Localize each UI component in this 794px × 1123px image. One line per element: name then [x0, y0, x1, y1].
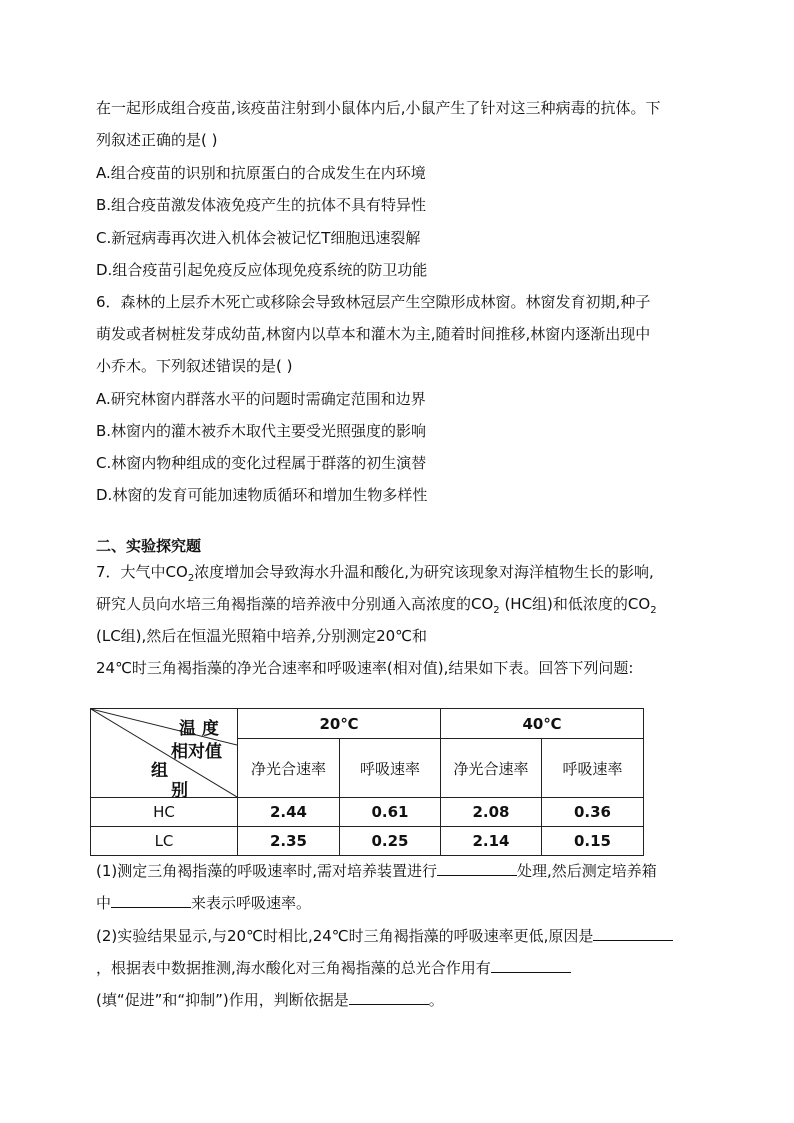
header-respiration-1: 呼吸速率 — [340, 739, 441, 798]
q7-part1-text-d: 来表示呼吸速率。 — [191, 894, 312, 912]
cell-value: 2.35 — [238, 827, 340, 856]
q5-option-b: B.组合疫苗激发体液免疫产生的抗体不具有特异性 — [96, 196, 427, 214]
cell-value: 0.15 — [542, 827, 644, 856]
cell-value: 0.61 — [340, 798, 441, 827]
corner-label-group-2: 别 — [171, 781, 188, 801]
q6-option-d: D.林窗的发育可能加速物质循环和增加生物多样性 — [96, 486, 428, 504]
table-corner-header — [91, 709, 238, 801]
q7-l2-part-a: 研究人员向水培三角褐指藻的培养液中分别通入高浓度的CO — [96, 595, 494, 613]
q7-l2-subscript-2: 2 — [650, 605, 657, 616]
cell-value: 2.08 — [441, 798, 542, 827]
table-row — [91, 798, 644, 827]
q6-stem-line2: 萌发或者树桩发芽成幼苗,林窗内以草本和灌木为主,随着时间推移,林窗内逐渐出现中 — [96, 325, 651, 343]
answer-blank-5[interactable] — [349, 990, 429, 1005]
q7-part1-line1 — [96, 861, 657, 881]
cell-value: 2.44 — [238, 798, 340, 827]
q7-part1-text-b: 处理,然后测定培养箱 — [517, 862, 657, 880]
results-table — [90, 708, 644, 856]
q7-part1-text-a: (1)测定三角褐指藻的呼吸速率时,需对培养装置进行 — [96, 862, 438, 880]
corner-label-temperature: 温 度 — [179, 719, 219, 739]
header-net-photosynthesis-2: 净光合速率 — [441, 739, 542, 798]
q6-option-b: B.林窗内的灌木被乔木取代主要受光照强度的影响 — [96, 422, 427, 440]
q7-l2-part-b: (HC组)和低浓度的CO — [499, 595, 651, 613]
section-title: 二、实验探究题 — [96, 537, 202, 555]
cell-value: 0.25 — [340, 827, 441, 856]
answer-blank-4[interactable] — [491, 958, 571, 973]
q7-part2-text-c: (填“促进”和“抑制”)作用，判断依据是 — [96, 991, 349, 1009]
q7-part1-text-c: 中 — [96, 894, 112, 912]
q6-stem-line1: 6．森林的上层乔木死亡或移除会导致林冠层产生空隙形成林窗。林窗发育初期,种子 — [96, 293, 651, 311]
corner-label-relative-value: 相对值 — [171, 742, 222, 762]
q6-option-a: A.研究林窗内群落水平的问题时需确定范围和边界 — [96, 390, 426, 408]
header-temp-40: 40℃ — [441, 709, 644, 739]
row-group-hc: HC — [91, 798, 238, 827]
q7-l2-subscript-1: 2 — [493, 605, 500, 616]
answer-blank-2[interactable] — [111, 893, 191, 908]
q7-l1-part-a: 7．大气中CO — [96, 563, 188, 581]
header-respiration-2: 呼吸速率 — [542, 739, 644, 798]
table-row — [91, 827, 644, 856]
answer-blank-3[interactable] — [593, 926, 673, 941]
q5-option-a: A.组合疫苗的识别和抗原蛋白的合成发生在内环境 — [96, 164, 426, 182]
q7-part2-line3 — [96, 990, 444, 1010]
q7-stem-line2 — [96, 594, 657, 621]
header-net-photosynthesis-1: 净光合速率 — [238, 739, 340, 798]
q7-part2-text-b: ，根据表中数据推测,海水酸化对三角褐指藻的总光合作用有 — [96, 959, 491, 977]
q5-stem-line1: 在一起形成组合疫苗,该疫苗注射到小鼠体内后,小鼠产生了针对这三种病毒的抗体。下 — [96, 99, 661, 117]
q7-part2-line1 — [96, 926, 673, 946]
q5-option-d: D.组合疫苗引起免疫反应体现免疫系统的防卫功能 — [96, 261, 428, 279]
q6-stem-line3: 小乔木。下列叙述错误的是( ) — [96, 357, 293, 375]
q6-option-c: C.林窗内物种组成的变化过程属于群落的初生演替 — [96, 454, 427, 472]
q7-l1-part-b: 浓度增加会导致海水升温和酸化,为研究该现象对海洋植物生长的影响, — [194, 563, 654, 581]
q7-stem-line3: (LC组),然后在恒温光照箱中培养,分别测定20℃和 — [96, 627, 428, 645]
q7-part2-line2 — [96, 958, 571, 978]
row-group-lc: LC — [91, 827, 238, 856]
q7-stem-line4: 24℃时三角褐指藻的净光合速率和呼吸速率(相对值),结果如下表。回答下列问题: — [96, 659, 634, 677]
corner-label-group-1: 组 — [151, 761, 168, 781]
header-temp-20: 20℃ — [238, 709, 441, 739]
cell-value: 0.36 — [542, 798, 644, 827]
q5-option-c: C.新冠病毒再次进入机体会被记忆T细胞迅速裂解 — [96, 229, 421, 247]
q7-l1-subscript: 2 — [187, 573, 195, 584]
q7-part2-text-a: (2)实验结果显示,与20℃时相比,24℃时三角褐指藻的呼吸速率更低,原因是 — [96, 927, 594, 945]
cell-value: 2.14 — [441, 827, 542, 856]
q5-stem-line2: 列叙述正确的是( ) — [96, 131, 218, 149]
answer-blank-1[interactable] — [437, 861, 517, 876]
q7-part2-text-d: 。 — [428, 991, 444, 1009]
q7-part1-line2 — [96, 893, 311, 913]
q7-stem-line1 — [96, 562, 654, 589]
